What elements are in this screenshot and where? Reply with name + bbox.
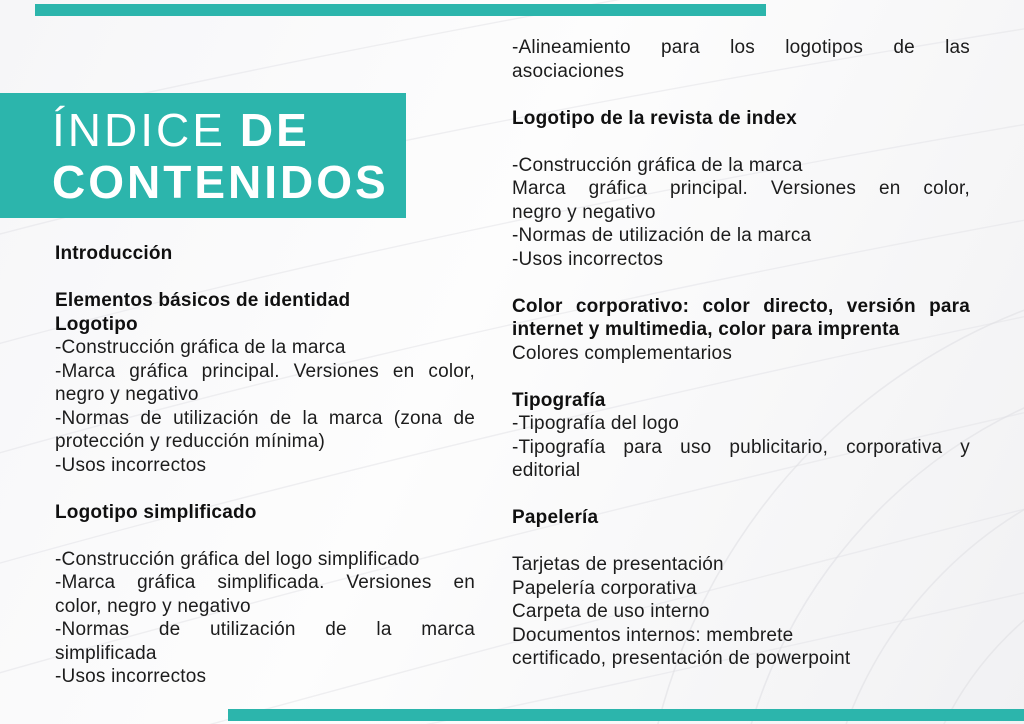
toc-line: -Construcción gráfica de la marca bbox=[512, 154, 803, 176]
toc-line: Elementos básicos de identidad bbox=[55, 290, 351, 311]
toc-section-right-3 bbox=[512, 295, 970, 366]
toc-line: Introducción bbox=[55, 243, 173, 264]
toc-section-left-1 bbox=[55, 289, 475, 477]
toc-line: -Alineamiento para los logotipos de las bbox=[512, 37, 970, 58]
toc-line: Colores complementarios bbox=[512, 342, 733, 364]
toc-section-left-2 bbox=[55, 501, 475, 525]
toc-section-right-2 bbox=[512, 154, 970, 272]
toc-line: Tipografía bbox=[512, 389, 606, 411]
toc-section-right-5 bbox=[512, 506, 970, 530]
toc-line: -Usos incorrectos bbox=[55, 454, 207, 476]
bottom-accent-bar bbox=[228, 709, 1024, 721]
toc-line: Documentos internos: membrete bbox=[512, 624, 794, 646]
toc-line: -Marca gráfica simplificada. Versiones en bbox=[55, 572, 475, 593]
toc-line: protección y reducción mínima) bbox=[55, 431, 325, 452]
title-text-indice: ÍNDICE bbox=[52, 103, 226, 156]
toc-line: -Tipografía del logo bbox=[512, 413, 680, 434]
toc-line: internet y multimedia, color para imprenta bbox=[512, 319, 900, 340]
toc-line: -Normas de utilización de la marca bbox=[512, 225, 812, 246]
toc-line: -Normas de utilización de la marca bbox=[55, 619, 475, 640]
toc-section-right-4 bbox=[512, 389, 970, 483]
toc-line: certificado, presentación de powerpoint bbox=[512, 648, 851, 669]
toc-line: -Normas de utilización de la marca (zona de bbox=[55, 407, 475, 429]
toc-line: -Usos incorrectos bbox=[55, 666, 207, 687]
toc-line: simplificada bbox=[55, 642, 157, 664]
toc-section-right-0 bbox=[512, 36, 970, 83]
toc-line: -Construcción gráfica de la marca bbox=[55, 337, 346, 358]
toc-section-left-0 bbox=[55, 242, 475, 266]
toc-line: Tarjetas de presentación bbox=[512, 554, 724, 575]
toc-right-column bbox=[512, 36, 970, 671]
toc-line: Logotipo de la revista de index bbox=[512, 107, 797, 129]
title-line-2: CONTENIDOS bbox=[52, 155, 389, 208]
toc-line: -Tipografía para uso publicitario, corporativa y bbox=[512, 436, 970, 458]
title-line-1 bbox=[52, 104, 406, 156]
toc-section-right-6 bbox=[512, 553, 970, 671]
toc-line: -Marca gráfica principal. Versiones en color, bbox=[55, 360, 475, 382]
toc-line: -Construcción gráfica del logo simplificado bbox=[55, 548, 420, 570]
toc-left-column bbox=[55, 242, 475, 689]
toc-line: Color corporativo: color directo, versión para bbox=[512, 295, 970, 317]
toc-section-left-3 bbox=[55, 548, 475, 689]
toc-section-right-1 bbox=[512, 107, 970, 131]
toc-line: -Usos incorrectos bbox=[512, 248, 664, 270]
toc-line: negro y negativo bbox=[55, 384, 199, 405]
toc-line: negro y negativo bbox=[512, 201, 656, 223]
toc-line: Papelería bbox=[512, 507, 599, 528]
top-accent-bar bbox=[35, 4, 766, 16]
title-block bbox=[0, 93, 406, 218]
toc-line: Logotipo simplificado bbox=[55, 501, 257, 523]
toc-line: editorial bbox=[512, 460, 581, 481]
title-text-de: DE bbox=[239, 103, 310, 156]
toc-line: Logotipo bbox=[55, 313, 138, 335]
toc-line: Marca gráfica principal. Versiones en color, bbox=[512, 178, 970, 199]
toc-line: Papelería corporativa bbox=[512, 577, 697, 599]
toc-line: Carpeta de uso interno bbox=[512, 601, 710, 622]
toc-line: color, negro y negativo bbox=[55, 595, 251, 617]
toc-line: asociaciones bbox=[512, 60, 625, 82]
